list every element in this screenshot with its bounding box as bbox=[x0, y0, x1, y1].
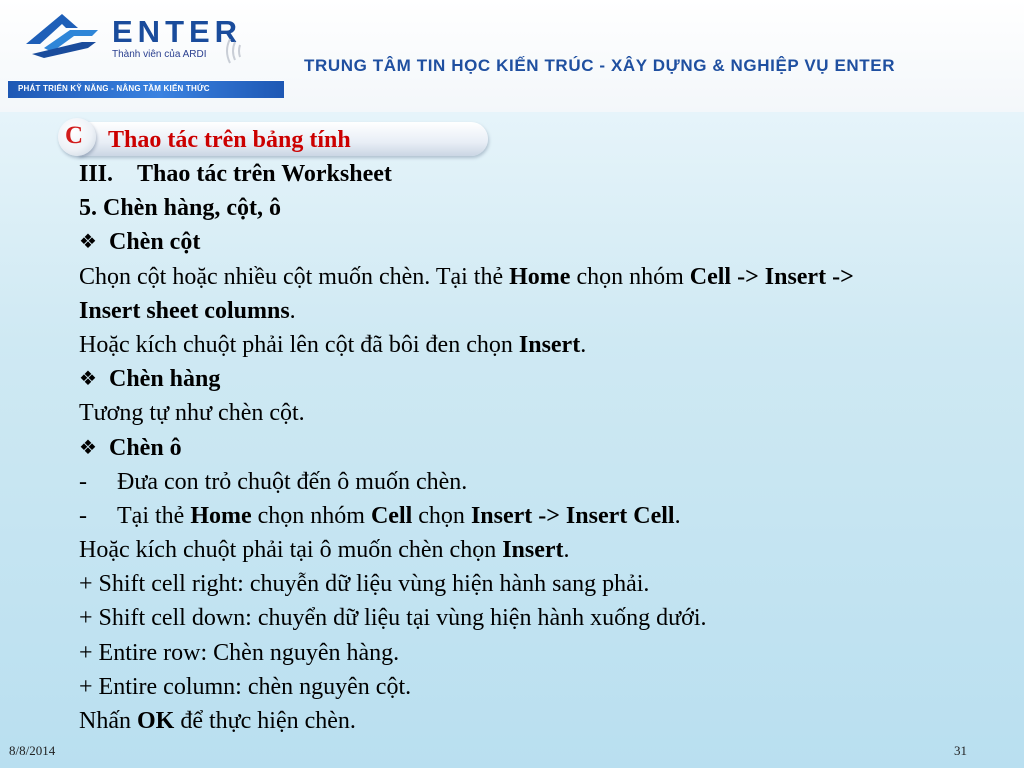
bold-run: Insert -> Insert Cell bbox=[470, 502, 675, 529]
option-entire-column: + Entire column: chèn nguyên cột. bbox=[79, 673, 412, 700]
bullet-label: Chèn cột bbox=[109, 229, 201, 256]
footer-date: 8/8/2014 bbox=[9, 743, 56, 758]
heading-number: III. bbox=[79, 161, 114, 187]
bold-run: Cell -> Insert -> bbox=[689, 263, 854, 290]
paragraph-line: Tương tự như chèn cột. bbox=[79, 400, 305, 427]
heading-level-1 bbox=[79, 157, 1009, 191]
diamond-bullet-icon: ❖ bbox=[79, 231, 97, 254]
bullet-insert-column bbox=[79, 225, 1009, 259]
text-run: Hoặc kích chuột phải lên cột đã bôi đen chọn bbox=[79, 331, 519, 358]
heading-text: Thao tác trên Worksheet bbox=[137, 161, 392, 187]
tagline-bar bbox=[8, 80, 284, 98]
bullet-insert-cell bbox=[79, 431, 1009, 465]
dash-marker: - bbox=[79, 468, 87, 495]
bold-run: Home bbox=[190, 502, 252, 529]
bold-run: Insert sheet columns bbox=[79, 297, 290, 324]
text-run: để thực hiện chèn. bbox=[174, 708, 356, 734]
page-number: 31 bbox=[954, 743, 967, 758]
text-run: . bbox=[580, 331, 587, 358]
text-run: Hoặc kích chuột phải tại ô muốn chèn chọn bbox=[79, 537, 503, 564]
slide-body bbox=[79, 157, 1009, 738]
slide-header bbox=[0, 0, 1024, 112]
text-run: Nhấn bbox=[79, 708, 137, 734]
option-shift-down: + Shift cell down: chuyển dữ liệu tại vùng hiện hành xuống dưới. bbox=[79, 605, 707, 632]
text-run: chọn bbox=[412, 502, 471, 529]
paragraph-line bbox=[79, 704, 1009, 738]
dash-item bbox=[79, 499, 1009, 533]
text-run: Đưa con trỏ chuột đến ô muốn chèn. bbox=[117, 468, 468, 495]
text-run: . bbox=[289, 297, 296, 324]
enter-logo-icon bbox=[22, 8, 102, 60]
text-run: chọn nhóm bbox=[251, 502, 371, 529]
paragraph-line bbox=[79, 328, 1009, 362]
paragraph-line bbox=[79, 260, 1009, 294]
bullet-insert-row bbox=[79, 362, 1009, 396]
center-title: TRUNG TÂM TIN HỌC KIẾN TRÚC - XÂY DỰNG & NGHIỆP VỤ ENTER bbox=[304, 56, 896, 75]
bullet-label: Chèn hàng bbox=[109, 366, 221, 393]
logo-subtitle: Thành viên của ARDI bbox=[112, 49, 207, 60]
paragraph-line bbox=[79, 533, 1009, 567]
diamond-bullet-icon: ❖ bbox=[79, 436, 97, 459]
bold-run: Cell bbox=[370, 502, 413, 529]
text-run: chọn nhóm bbox=[570, 263, 690, 290]
bold-run: Insert bbox=[518, 331, 581, 358]
section-letter-badge bbox=[58, 118, 96, 156]
heading-level-2: 5. Chèn hàng, cột, ô bbox=[79, 195, 282, 222]
text-run: Chọn cột hoặc nhiều cột muốn chèn. Tại thẻ bbox=[79, 263, 510, 290]
bullet-label: Chèn ô bbox=[109, 434, 182, 461]
diamond-bullet-icon: ❖ bbox=[79, 368, 97, 391]
dash-marker: - bbox=[79, 502, 87, 529]
paragraph-line bbox=[79, 294, 1009, 328]
bold-run: Home bbox=[509, 263, 571, 290]
option-entire-row: + Entire row: Chèn nguyên hàng. bbox=[79, 639, 400, 666]
section-title: Thao tác trên bảng tính bbox=[108, 127, 351, 153]
logo-name: ENTER bbox=[112, 14, 243, 49]
ardi-emblem-icon bbox=[222, 36, 252, 66]
section-header bbox=[58, 118, 488, 156]
dash-item bbox=[79, 465, 1009, 499]
bold-run: OK bbox=[136, 708, 175, 734]
bold-run: Insert bbox=[502, 537, 564, 564]
text-run: . bbox=[674, 502, 681, 529]
text-run: Tại thẻ bbox=[117, 502, 191, 529]
option-shift-right: + Shift cell right: chuyễn dữ liệu vùng hiện hành sang phải. bbox=[79, 571, 650, 598]
tagline-text: PHÁT TRIỂN KỸ NĂNG - NÂNG TẦM KIẾN THỨC bbox=[18, 84, 210, 93]
text-run: . bbox=[563, 537, 570, 564]
section-letter: C bbox=[65, 122, 84, 149]
